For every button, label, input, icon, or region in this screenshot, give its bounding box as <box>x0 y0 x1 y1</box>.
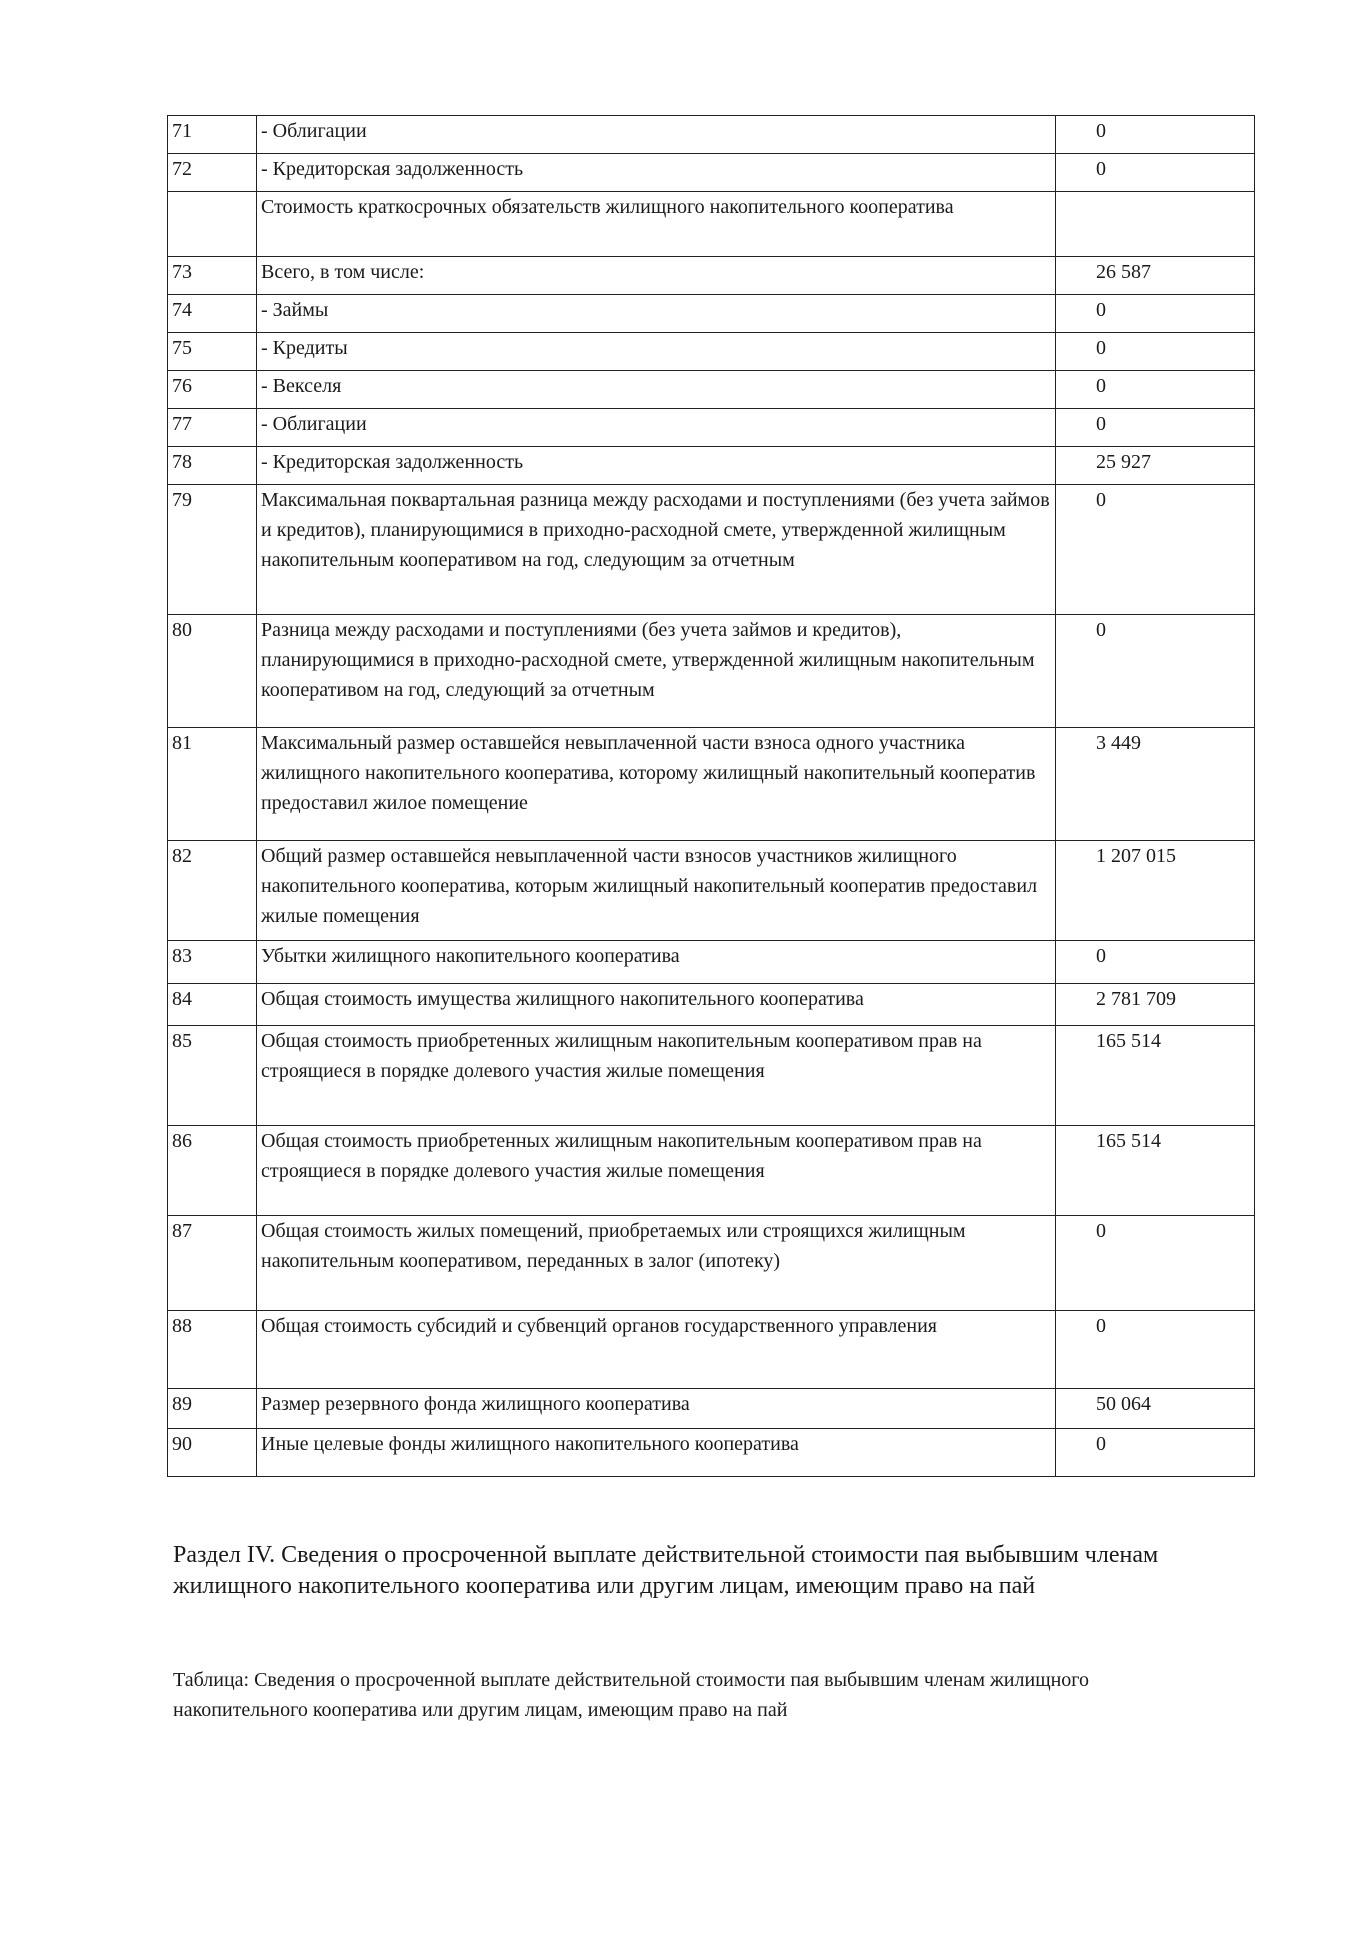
row-number: 81 <box>168 728 257 841</box>
table-row <box>168 984 1255 1026</box>
row-label: Максимальная поквартальная разница между расходами и поступлениями (без учета займов и кредитов), планирующимися в приходно-расходной смете, утвержденной жилищным накопительным кооперативом на год, следующим за отчетным <box>257 485 1056 615</box>
row-label: - Облигации <box>257 409 1056 447</box>
row-number: 84 <box>168 984 257 1026</box>
row-value: 2 781 709 <box>1056 984 1255 1026</box>
row-value: 1 207 015 <box>1056 841 1255 941</box>
row-number: 89 <box>168 1389 257 1429</box>
row-number: 90 <box>168 1429 257 1477</box>
row-label: - Кредиторская задолженность <box>257 447 1056 485</box>
row-label: - Векселя <box>257 371 1056 409</box>
row-value: 0 <box>1056 116 1255 154</box>
row-value: 0 <box>1056 154 1255 192</box>
table-row <box>168 409 1255 447</box>
table-row <box>168 1216 1255 1311</box>
table-row <box>168 371 1255 409</box>
row-value: 0 <box>1056 1429 1255 1477</box>
row-number: 74 <box>168 295 257 333</box>
row-number: 71 <box>168 116 257 154</box>
row-label: Общая стоимость жилых помещений, приобретаемых или строящихся жилищным накопительным кооперативом, переданных в залог (ипотеку) <box>257 1216 1056 1311</box>
row-number: 72 <box>168 154 257 192</box>
row-label: Всего, в том числе: <box>257 257 1056 295</box>
report-table <box>167 115 1255 1477</box>
table-row <box>168 295 1255 333</box>
row-number: 83 <box>168 941 257 984</box>
row-label: - Кредиторская задолженность <box>257 154 1056 192</box>
row-label: Стоимость краткосрочных обязательств жилищного накопительного кооператива <box>257 192 1056 257</box>
row-label: Общая стоимость субсидий и субвенций органов государственного управления <box>257 1311 1056 1389</box>
row-label: Убытки жилищного накопительного кооператива <box>257 941 1056 984</box>
row-number: 80 <box>168 615 257 728</box>
table-row <box>168 728 1255 841</box>
section-heading: Раздел IV. Сведения о просроченной выплате действительной стоимости пая выбывшим членам жилищного накопительного кооператива или другим лицам, имеющим право на пай <box>173 1542 1159 1599</box>
row-label: Общая стоимость имущества жилищного накопительного кооператива <box>257 984 1056 1026</box>
table-row <box>168 1429 1255 1477</box>
row-number <box>168 192 257 257</box>
row-value: 0 <box>1056 485 1255 615</box>
row-number: 88 <box>168 1311 257 1389</box>
row-value: 0 <box>1056 333 1255 371</box>
table-row <box>168 447 1255 485</box>
row-value: 0 <box>1056 941 1255 984</box>
table-row <box>168 1026 1255 1126</box>
row-value: 0 <box>1056 615 1255 728</box>
row-number: 76 <box>168 371 257 409</box>
row-value: 165 514 <box>1056 1126 1255 1216</box>
row-label: Общая стоимость приобретенных жилищным накопительным кооперативом прав на строящиеся в порядке долевого участия жилые помещения <box>257 1026 1056 1126</box>
row-number: 75 <box>168 333 257 371</box>
row-label: Размер резервного фонда жилищного кооператива <box>257 1389 1056 1429</box>
table-row <box>168 1311 1255 1389</box>
row-value: 0 <box>1056 409 1255 447</box>
row-number: 82 <box>168 841 257 941</box>
table-row <box>168 154 1255 192</box>
row-value: 0 <box>1056 1311 1255 1389</box>
row-number: 86 <box>168 1126 257 1216</box>
row-value: 0 <box>1056 371 1255 409</box>
row-number: 73 <box>168 257 257 295</box>
row-number: 85 <box>168 1026 257 1126</box>
row-number: 79 <box>168 485 257 615</box>
row-label: - Облигации <box>257 116 1056 154</box>
table-row <box>168 485 1255 615</box>
row-value: 25 927 <box>1056 447 1255 485</box>
row-label: - Займы <box>257 295 1056 333</box>
table-row <box>168 1126 1255 1216</box>
table-row <box>168 192 1255 257</box>
row-value <box>1056 192 1255 257</box>
row-label: Разница между расходами и поступлениями (без учета займов и кредитов), планирующимися в приходно-расходной смете, утвержденной жилищным накопительным кооперативом на год, следующий за отчетным <box>257 615 1056 728</box>
row-number: 87 <box>168 1216 257 1311</box>
table-row <box>168 333 1255 371</box>
report-table-body <box>168 116 1255 1477</box>
row-value: 0 <box>1056 295 1255 333</box>
row-label: - Кредиты <box>257 333 1056 371</box>
row-label: Максимальный размер оставшейся невыплаченной части взноса одного участника жилищного накопительного кооператива, которому жилищный накопительный кооператив предоставил жилое помещение <box>257 728 1056 841</box>
table-row <box>168 257 1255 295</box>
row-label: Общая стоимость приобретенных жилищным накопительным кооперативом прав на строящиеся в порядке долевого участия жилые помещения <box>257 1126 1056 1216</box>
table-row <box>168 941 1255 984</box>
table-row <box>168 615 1255 728</box>
table-row <box>168 116 1255 154</box>
row-value: 3 449 <box>1056 728 1255 841</box>
table-row <box>168 1389 1255 1429</box>
row-value: 50 064 <box>1056 1389 1255 1429</box>
table-caption: Таблица: Сведения о просроченной выплате действительной стоимости пая выбывшим членам жилищного накопительного кооператива или другим лицам, имеющим право на пай <box>173 1669 1089 1721</box>
row-value: 0 <box>1056 1216 1255 1311</box>
row-value: 26 587 <box>1056 257 1255 295</box>
table-row <box>168 841 1255 941</box>
row-value: 165 514 <box>1056 1026 1255 1126</box>
row-label: Общий размер оставшейся невыплаченной части взносов участников жилищного накопительного кооператива, которым жилищный накопительный кооператив предоставил жилые помещения <box>257 841 1056 941</box>
row-label: Иные целевые фонды жилищного накопительного кооператива <box>257 1429 1056 1477</box>
row-number: 77 <box>168 409 257 447</box>
row-number: 78 <box>168 447 257 485</box>
